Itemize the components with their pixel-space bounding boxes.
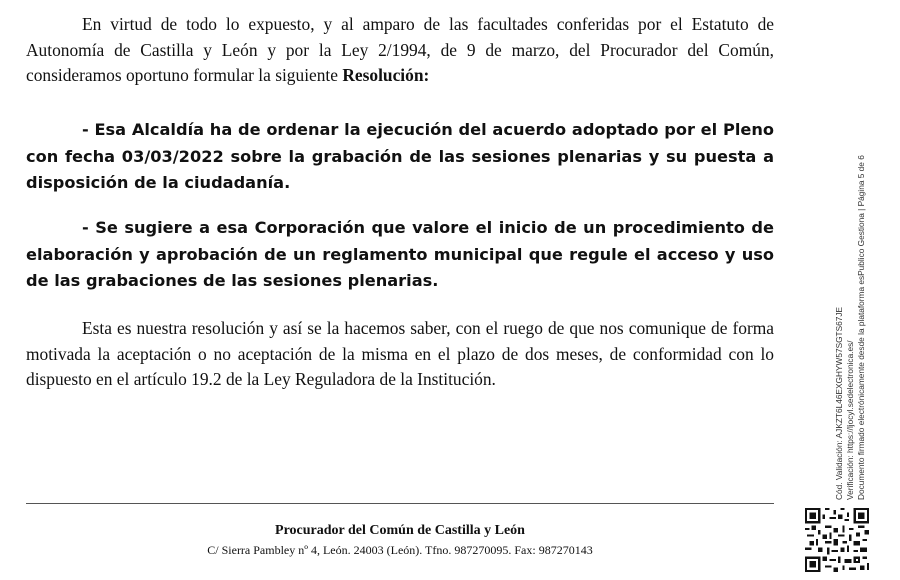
intro-text: En virtud de todo lo expuesto, y al amparo de las facultades conferidas por el Estatuto de Autonomía de Castilla y León y por la Ley 2/1994, de 9 de marzo, del Procurador del Común, consideramos oportuno formular la siguiente	[26, 14, 774, 86]
intro-paragraph	[26, 12, 774, 89]
footer-divider	[26, 503, 774, 504]
resolution-label: Resolución:	[342, 65, 430, 86]
qr-code-icon	[805, 508, 869, 572]
footer-address: C/ Sierra Pambley nº 4, León. 24003 (León). Tfno. 987270095. Fax: 987270143	[207, 543, 593, 557]
recommendation-1: - Esa Alcaldía ha de ordenar la ejecución del acuerdo adoptado por el Pleno con fecha 03/03/2022 sobre la grabación de las sesiones plenarias y su puesta a disposición de la ciudadanía.	[26, 120, 774, 192]
signature-note: Documento firmado electrónicamente desde la plataforma esPublico Gestiona | Página 5 de 6	[856, 155, 866, 500]
validation-code: Cód. Validación: AJKZT6L46EXGHYW57SGTS67JE	[834, 306, 844, 500]
verification-sidebar	[834, 60, 880, 500]
closing-paragraph: Esta es nuestra resolución y así se la hacemos saber, con el ruego de que nos comunique de forma motivada la aceptación o no aceptación de la misma en el plazo de dos meses, de conformidad con lo dispuesto en el artículo 19.2 de la Ley Reguladora de la Institución.	[26, 318, 774, 390]
verification-url[interactable]: Verificación: https://ljocyl.sedelectronica.es/	[845, 340, 855, 500]
footer-institution: Procurador del Común de Castilla y León	[275, 523, 525, 538]
recommendation-2: - Se sugiere a esa Corporación que valore el inicio de un procedimiento de elaboración y aprobación de un reglamento municipal que regule el acceso y uso de las grabaciones de las sesiones plenarias.	[26, 218, 774, 290]
